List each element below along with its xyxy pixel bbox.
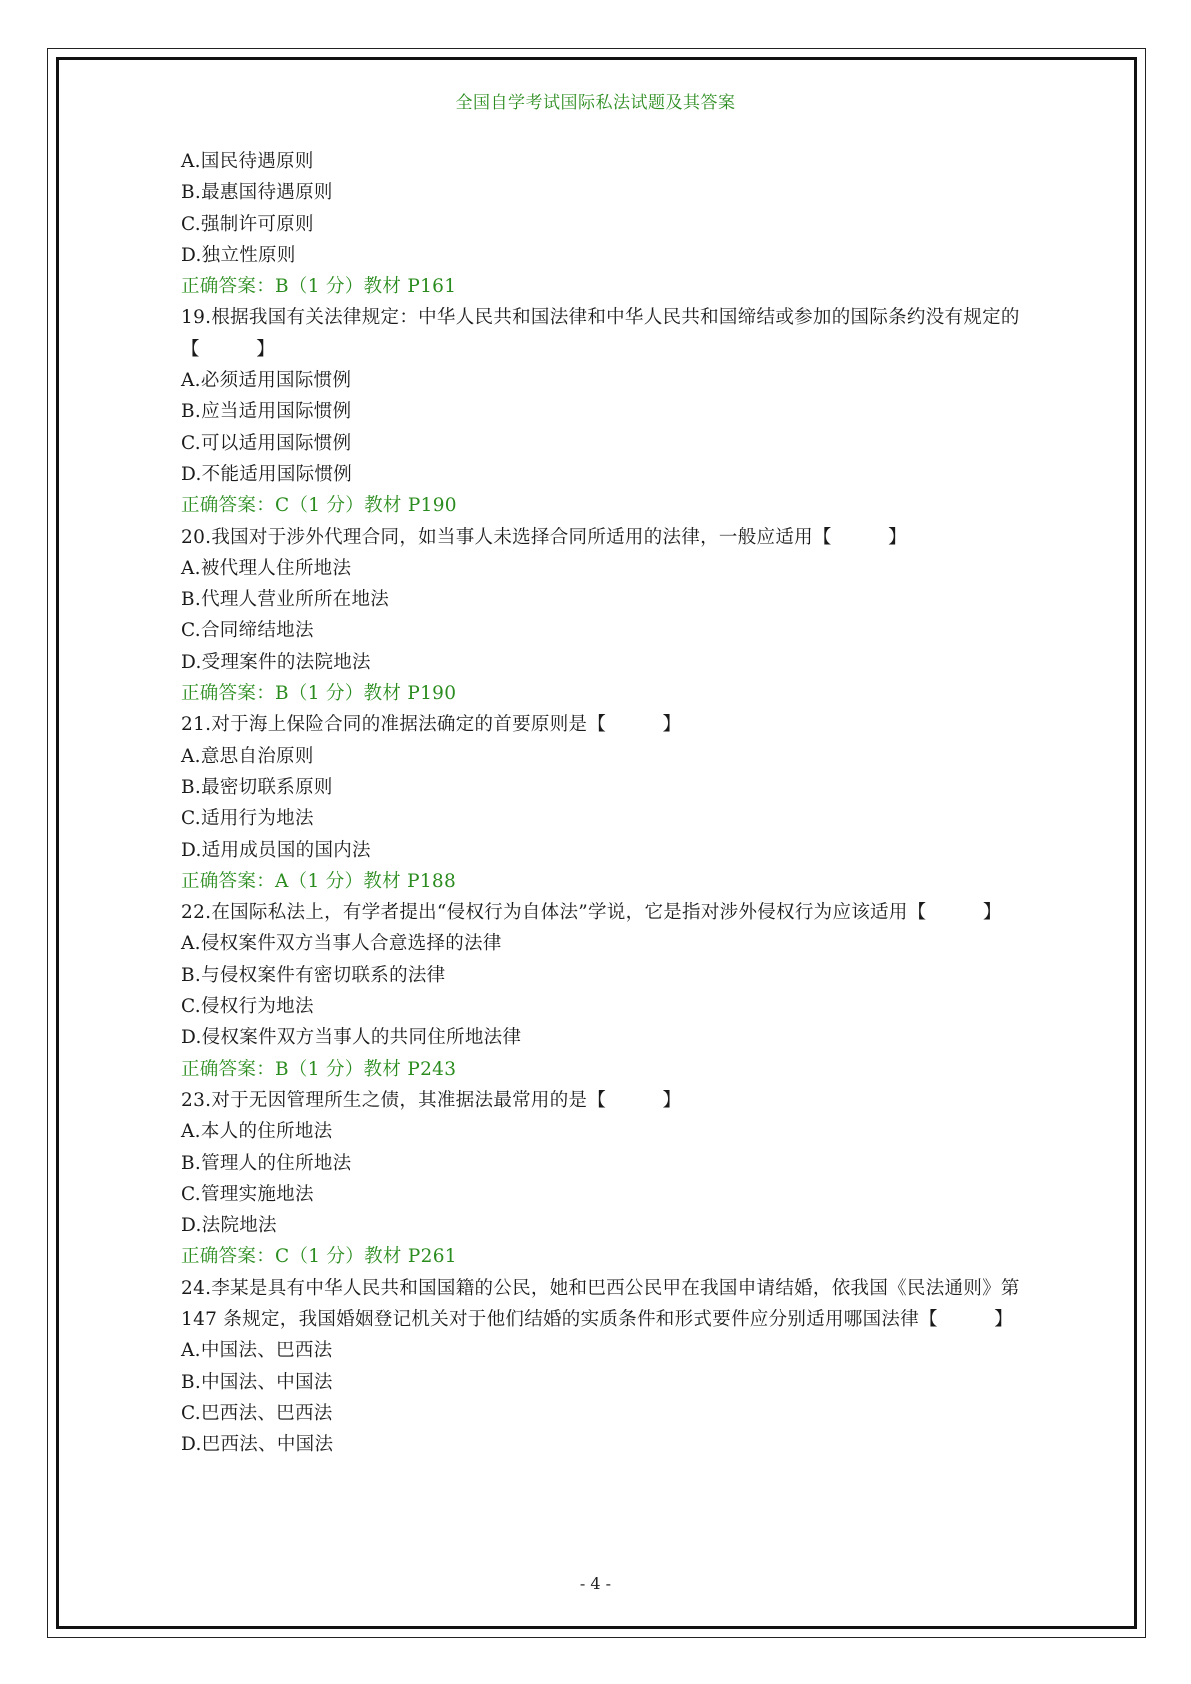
answer-line: 正确答案：C（1 分）教材 P190 bbox=[181, 495, 457, 517]
answer-line: 正确答案：B（1 分）教材 P161 bbox=[181, 276, 457, 298]
option-line: C.管理实施地法 bbox=[181, 1183, 314, 1205]
question-stem: 20.我国对于涉外代理合同，如当事人未选择合同所适用的法律，一般应适用【 】 bbox=[181, 526, 907, 548]
option-line: B.代理人营业所所在地法 bbox=[181, 589, 390, 611]
option-line: D.侵权案件双方当事人的共同住所地法律 bbox=[181, 1027, 522, 1049]
option-line: B.中国法、中国法 bbox=[181, 1371, 333, 1393]
option-line: B.管理人的住所地法 bbox=[181, 1152, 352, 1174]
option-line: D.独立性原则 bbox=[181, 244, 296, 266]
question-stem: 24.李某是具有中华人民共和国国籍的公民，她和巴西公民甲在我国申请结婚，依我国《民法通则》第 147 条规定，我国婚姻登记机关对于他们结婚的实质条件和形式要件应分别适用哪国法律【 】 bbox=[181, 1277, 1020, 1330]
option-line: C.合同缔结地法 bbox=[181, 620, 314, 642]
option-line: C.侵权行为地法 bbox=[181, 996, 314, 1018]
option-line: A.意思自治原则 bbox=[181, 745, 314, 767]
option-line: D.不能适用国际惯例 bbox=[181, 463, 353, 485]
answer-line: 正确答案：C（1 分）教材 P261 bbox=[181, 1246, 457, 1268]
option-line: D.巴西法、中国法 bbox=[181, 1434, 334, 1456]
answer-line: 正确答案：A（1 分）教材 P188 bbox=[181, 870, 457, 892]
option-line: C.强制许可原则 bbox=[181, 213, 314, 235]
option-line: C.巴西法、巴西法 bbox=[181, 1402, 333, 1424]
document-body bbox=[181, 146, 1021, 1460]
question-stem: 22.在国际私法上，有学者提出“侵权行为自体法”学说，它是指对涉外侵权行为应该适用【 】 bbox=[181, 902, 1002, 924]
page-header-title: 全国自学考试国际私法试题及其答案 bbox=[455, 93, 736, 113]
answer-line: 正确答案：B（1 分）教材 P190 bbox=[181, 683, 457, 705]
option-line: A.中国法、巴西法 bbox=[181, 1340, 333, 1362]
option-line: C.适用行为地法 bbox=[181, 808, 314, 830]
option-line: D.受理案件的法院地法 bbox=[181, 651, 371, 673]
option-line: D.适用成员国的国内法 bbox=[181, 839, 371, 861]
option-line: A.国民待遇原则 bbox=[181, 151, 314, 172]
option-line: A.本人的住所地法 bbox=[181, 1121, 333, 1143]
question-stem: 19.根据我国有关法律规定：中华人民共和国法律和中华人民共和国缔结或参加的国际条约没有规定的【 】 bbox=[181, 307, 1020, 360]
option-line: B.最密切联系原则 bbox=[181, 776, 333, 798]
question-stem: 21.对于海上保险合同的准据法确定的首要原则是【 】 bbox=[181, 714, 682, 736]
option-line: D.法院地法 bbox=[181, 1215, 277, 1237]
question-stem: 23.对于无因管理所生之债，其准据法最常用的是【 】 bbox=[181, 1089, 682, 1111]
option-line: B.应当适用国际惯例 bbox=[181, 401, 352, 423]
option-line: C.可以适用国际惯例 bbox=[181, 432, 352, 454]
option-line: A.必须适用国际惯例 bbox=[181, 370, 352, 392]
option-line: A.被代理人住所地法 bbox=[181, 557, 352, 579]
option-line: A.侵权案件双方当事人合意选择的法律 bbox=[181, 933, 502, 955]
option-line: B.最惠国待遇原则 bbox=[181, 182, 333, 204]
option-line: B.与侵权案件有密切联系的法律 bbox=[181, 964, 446, 986]
answer-line: 正确答案：B（1 分）教材 P243 bbox=[181, 1058, 457, 1080]
page-number: - 4 - bbox=[579, 1574, 612, 1593]
